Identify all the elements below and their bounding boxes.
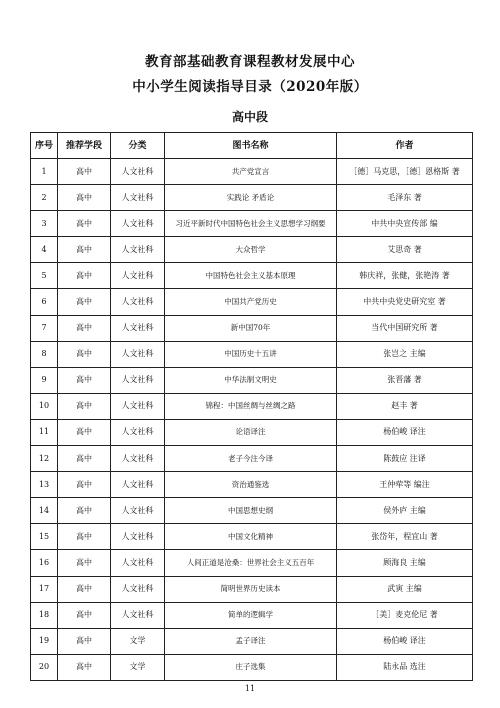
book-title: 资治通鉴选 <box>165 472 337 498</box>
book-author: 赵丰 著 <box>337 393 473 419</box>
table-row <box>31 602 473 628</box>
document-title: 教育部基础教育课程教材发展中心 <box>145 54 355 70</box>
category: 人文社科 <box>111 419 165 445</box>
column-header: 推荐学段 <box>58 133 111 159</box>
school-stage: 高中 <box>58 524 111 550</box>
table-row <box>31 498 473 524</box>
table-row <box>31 315 473 341</box>
school-stage: 高中 <box>58 550 111 576</box>
book-title: 中国特色社会主义基本原理 <box>165 263 337 289</box>
school-stage: 高中 <box>58 315 111 341</box>
column-header: 图书名称 <box>165 133 337 159</box>
table-row <box>31 289 473 315</box>
school-stage: 高中 <box>58 367 111 393</box>
page-number: 11 <box>244 684 256 693</box>
book-author: ［美］麦克伦尼 著 <box>337 602 473 628</box>
table-header-row <box>31 133 473 159</box>
category: 人文社科 <box>111 446 165 472</box>
table-row <box>31 576 473 602</box>
row-number: 19 <box>31 628 58 654</box>
row-number: 5 <box>31 263 58 289</box>
category: 人文社科 <box>111 289 165 315</box>
school-stage: 高中 <box>58 446 111 472</box>
table-row <box>31 654 473 680</box>
row-number: 3 <box>31 211 58 237</box>
book-title: 中国共产党历史 <box>165 289 337 315</box>
category: 人文社科 <box>111 185 165 211</box>
table-body <box>31 159 473 681</box>
book-title: 中国思想史纲 <box>165 498 337 524</box>
category: 文学 <box>111 654 165 680</box>
table-row <box>31 237 473 263</box>
table-row <box>31 550 473 576</box>
table-row <box>31 211 473 237</box>
column-header: 作者 <box>337 133 473 159</box>
row-number: 2 <box>31 185 58 211</box>
row-number: 1 <box>31 159 58 185</box>
column-header: 序号 <box>31 133 58 159</box>
table-row <box>31 367 473 393</box>
book-author: 顾海良 主编 <box>337 550 473 576</box>
book-title: 共产党宣言 <box>165 159 337 185</box>
book-title: 论语译注 <box>165 419 337 445</box>
category: 人文社科 <box>111 341 165 367</box>
school-stage: 高中 <box>58 393 111 419</box>
book-author: 张岱年，程宜山 著 <box>337 524 473 550</box>
category: 人文社科 <box>111 602 165 628</box>
reading-list-table <box>30 132 473 681</box>
category: 人文社科 <box>111 393 165 419</box>
book-title: 大众哲学 <box>165 237 337 263</box>
category: 人文社科 <box>111 237 165 263</box>
school-stage: 高中 <box>58 472 111 498</box>
category: 文学 <box>111 628 165 654</box>
book-author: 杨伯峻 译注 <box>337 419 473 445</box>
table-row <box>31 419 473 445</box>
book-title: 新中国70年 <box>165 315 337 341</box>
table-row <box>31 446 473 472</box>
school-stage: 高中 <box>58 185 111 211</box>
category: 人文社科 <box>111 550 165 576</box>
row-number: 15 <box>31 524 58 550</box>
book-title: 中国文化精神 <box>165 524 337 550</box>
book-author: 侯外庐 主编 <box>337 498 473 524</box>
school-stage: 高中 <box>58 263 111 289</box>
book-author: 中共中央党史研究室 著 <box>337 289 473 315</box>
book-author: 陆永品 选注 <box>337 654 473 680</box>
book-author: 张晋藩 著 <box>337 367 473 393</box>
book-author: 武寅 主编 <box>337 576 473 602</box>
table-row <box>31 524 473 550</box>
row-number: 14 <box>31 498 58 524</box>
book-title: 中国历史十五讲 <box>165 341 337 367</box>
book-title: 老子今注今译 <box>165 446 337 472</box>
row-number: 4 <box>31 237 58 263</box>
category: 人文社科 <box>111 498 165 524</box>
row-number: 8 <box>31 341 58 367</box>
book-title: 孟子译注 <box>165 628 337 654</box>
book-title: 锦程：中国丝绸与丝绸之路 <box>165 393 337 419</box>
category: 人文社科 <box>111 367 165 393</box>
row-number: 9 <box>31 367 58 393</box>
row-number: 17 <box>31 576 58 602</box>
row-number: 16 <box>31 550 58 576</box>
school-stage: 高中 <box>58 628 111 654</box>
category: 人文社科 <box>111 524 165 550</box>
row-number: 13 <box>31 472 58 498</box>
school-stage: 高中 <box>58 237 111 263</box>
category: 人文社科 <box>111 211 165 237</box>
school-stage: 高中 <box>58 498 111 524</box>
table-row <box>31 393 473 419</box>
book-title: 习近平新时代中国特色社会主义思想学习纲要 <box>165 211 337 237</box>
school-stage: 高中 <box>58 576 111 602</box>
book-title: 简单的逻辑学 <box>165 602 337 628</box>
category: 人文社科 <box>111 576 165 602</box>
book-author: 韩庆祥，张健，张艳涛 著 <box>337 263 473 289</box>
row-number: 18 <box>31 602 58 628</box>
category: 人文社科 <box>111 159 165 185</box>
school-stage: 高中 <box>58 289 111 315</box>
category: 人文社科 <box>111 315 165 341</box>
row-number: 6 <box>31 289 58 315</box>
book-author: ［德］马克思，［德］恩格斯 著 <box>337 159 473 185</box>
book-author: 艾思奇 著 <box>337 237 473 263</box>
book-author: 毛泽东 著 <box>337 185 473 211</box>
book-title: 中华法制文明史 <box>165 367 337 393</box>
table-row <box>31 341 473 367</box>
book-title: 人间正道是沧桑：世界社会主义五百年 <box>165 550 337 576</box>
book-author: 王仲荦等 编注 <box>337 472 473 498</box>
school-stage: 高中 <box>58 654 111 680</box>
book-author: 张岂之 主编 <box>337 341 473 367</box>
table-row <box>31 185 473 211</box>
book-title: 庄子选集 <box>165 654 337 680</box>
row-number: 12 <box>31 446 58 472</box>
section-heading: 高中段 <box>231 110 268 124</box>
document-subtitle: 中小学生阅读指导目录（2020年版） <box>132 79 368 95</box>
row-number: 10 <box>31 393 58 419</box>
category: 人文社科 <box>111 263 165 289</box>
category: 人文社科 <box>111 472 165 498</box>
row-number: 11 <box>31 419 58 445</box>
table-row <box>31 159 473 185</box>
school-stage: 高中 <box>58 602 111 628</box>
book-title: 实践论 矛盾论 <box>165 185 337 211</box>
school-stage: 高中 <box>58 211 111 237</box>
school-stage: 高中 <box>58 341 111 367</box>
table-row <box>31 472 473 498</box>
book-author: 杨伯峻 译注 <box>337 628 473 654</box>
book-author: 当代中国研究所 著 <box>337 315 473 341</box>
table-row <box>31 628 473 654</box>
row-number: 20 <box>31 654 58 680</box>
row-number: 7 <box>31 315 58 341</box>
book-author: 陈鼓应 注译 <box>337 446 473 472</box>
school-stage: 高中 <box>58 419 111 445</box>
book-title: 简明世界历史读本 <box>165 576 337 602</box>
table-row <box>31 263 473 289</box>
column-header: 分类 <box>111 133 165 159</box>
book-author: 中共中央宣传部 编 <box>337 211 473 237</box>
school-stage: 高中 <box>58 159 111 185</box>
